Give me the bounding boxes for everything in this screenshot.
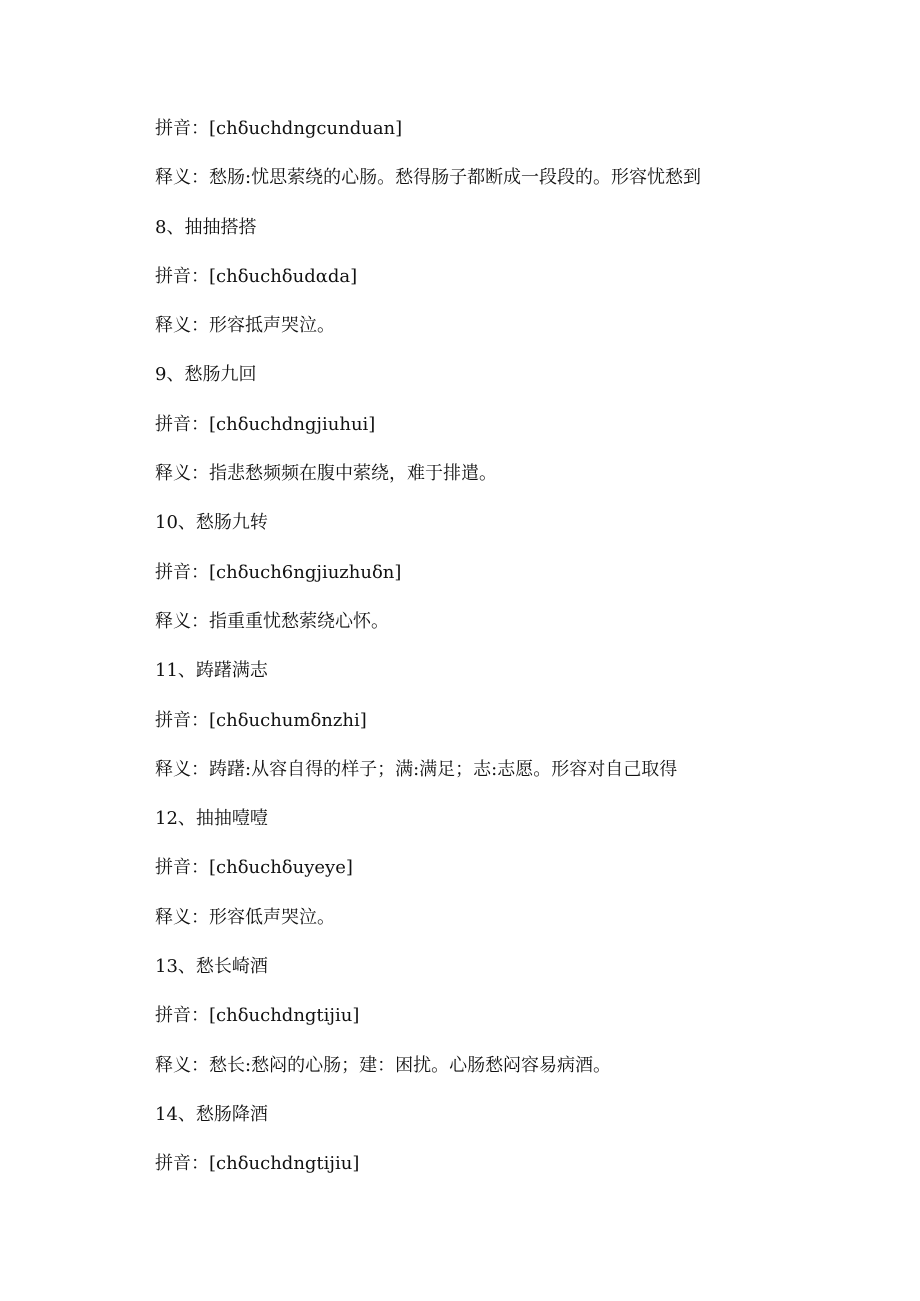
document-body <box>155 114 855 1199</box>
definition-line: 释义：指悲愁频频在腹中萦绕，难于排遣。 <box>155 463 497 485</box>
pinyin-line: 拼音：[chδuchdngcunduan] <box>155 118 403 139</box>
pinyin-line: 拼音：[chδuchumδnzhi] <box>155 709 367 731</box>
entry-heading: 12、抽抽噎噎 <box>155 808 268 830</box>
definition-line: 释义：形容低声哭泣。 <box>155 906 335 928</box>
pinyin-line: 拼音：[chδuchdngtijiu] <box>155 1005 360 1027</box>
definition-line: 释义：愁长:愁闷的心肠；建：困扰。心肠愁闷容易病酒。 <box>155 1054 612 1076</box>
pinyin-line: 拼音：[chδuchδudαda] <box>155 265 358 287</box>
definition-line: 释义：愁肠:忧思萦绕的心肠。愁得肠子都断成一段段的。形容忧愁到 <box>155 167 702 189</box>
entry-heading: 10、愁肠九转 <box>155 512 268 534</box>
entry-heading: 9、愁肠九回 <box>155 364 257 386</box>
definition-line: 释义：指重重忧愁萦绕心怀。 <box>155 610 389 632</box>
definition-line: 释义：形容抵声哭泣。 <box>155 315 335 337</box>
entry-heading: 14、愁肠降酒 <box>155 1103 268 1125</box>
pinyin-line: 拼音：[chδuch6ngjiuzhuδn] <box>155 561 402 583</box>
definition-line: 释义：踌躇:从容自得的样子；满:满足；志:志愿。形容对自己取得 <box>155 758 678 780</box>
pinyin-line: 拼音：[chδuchδuyeye] <box>155 857 353 879</box>
pinyin-line: 拼音：[chδuchdngtijiu] <box>155 1153 360 1175</box>
entry-heading: 8、抽抽搭搭 <box>155 216 257 238</box>
pinyin-line: 拼音：[chδuchdngjiuhui] <box>155 413 376 435</box>
entry-heading: 13、愁长崎酒 <box>155 956 268 978</box>
entry-heading: 11、踌躇满志 <box>155 660 268 682</box>
